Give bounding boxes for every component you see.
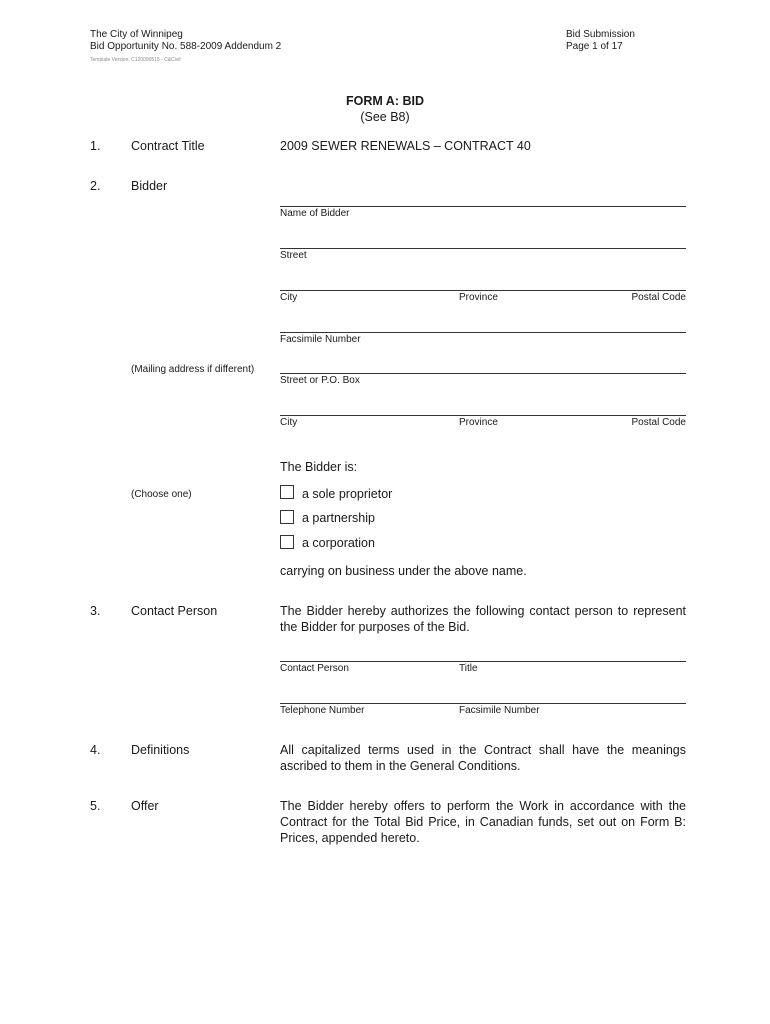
- bidder-city-caption: City: [280, 292, 298, 303]
- choose-one-note: (Choose one): [131, 489, 192, 500]
- contact-person-caption: Contact Person: [280, 663, 349, 674]
- mailing-postal-caption: Postal Code: [631, 417, 686, 428]
- bidder-name-caption: Name of Bidder: [280, 208, 350, 219]
- bidder-street-caption: Street: [280, 250, 307, 261]
- contact-phone-line: [280, 703, 686, 704]
- header-org: The City of Winnipeg: [90, 29, 183, 40]
- mailing-province-caption: Province: [459, 417, 498, 428]
- partnership-label: a partnership: [302, 511, 375, 525]
- section-1-label: Contract Title: [131, 139, 205, 153]
- bidder-name-line: [280, 206, 686, 207]
- section-2-number: 2.: [90, 179, 101, 193]
- section-5-label: Offer: [131, 799, 159, 813]
- mailing-address-note: (Mailing address if different): [131, 364, 255, 375]
- section-3-number: 3.: [90, 604, 101, 618]
- corporation-label: a corporation: [302, 536, 375, 550]
- sole-proprietor-checkbox[interactable]: [280, 485, 294, 499]
- section-5-number: 5.: [90, 799, 101, 813]
- mailing-city-line: [280, 415, 686, 416]
- section-4-label: Definitions: [131, 743, 190, 757]
- bidder-fax-caption: Facsimile Number: [280, 334, 361, 345]
- contact-title-caption: Title: [459, 663, 478, 674]
- bidder-city-line: [280, 290, 686, 291]
- bidder-fax-line: [280, 332, 686, 333]
- contact-authorization-text: The Bidder hereby authorizes the following contact person to represent the Bidder for purposes of the Bid.: [280, 604, 686, 634]
- carrying-on-text: carrying on business under the above name.: [280, 564, 527, 578]
- bidder-is-text: The Bidder is:: [280, 460, 358, 474]
- bidder-street-line: [280, 248, 686, 249]
- sole-proprietor-label: a sole proprietor: [302, 487, 393, 501]
- header-page-number: Page 1 of 17: [566, 41, 623, 52]
- header-doc-type: Bid Submission: [566, 29, 635, 40]
- contact-phone-caption: Telephone Number: [280, 705, 365, 716]
- form-title: FORM A: BID: [346, 94, 424, 108]
- header-template-version: Template Version: C120090515 - C&Civil: [90, 57, 181, 63]
- mailing-street-line: [280, 373, 686, 374]
- header-bid-opportunity: Bid Opportunity No. 588-2009 Addendum 2: [90, 41, 282, 52]
- corporation-checkbox[interactable]: [280, 535, 294, 549]
- form-subtitle: (See B8): [360, 110, 410, 124]
- partnership-checkbox[interactable]: [280, 510, 294, 524]
- offer-text: The Bidder hereby offers to perform the Work in accordance with the Contract for the Total Bid Price, in Canadian funds, set out on Form B: Prices, appended hereto.: [280, 799, 686, 845]
- contact-person-line: [280, 661, 686, 662]
- definitions-text: All capitalized terms used in the Contract shall have the meanings ascribed to them in the General Conditions.: [280, 743, 686, 773]
- contact-fax-caption: Facsimile Number: [459, 705, 540, 716]
- bidder-postal-caption: Postal Code: [631, 292, 686, 303]
- section-4-number: 4.: [90, 743, 101, 757]
- section-2-label: Bidder: [131, 179, 168, 193]
- bidder-province-caption: Province: [459, 292, 498, 303]
- section-1-number: 1.: [90, 139, 101, 153]
- contract-title-value: 2009 SEWER RENEWALS – CONTRACT 40: [280, 139, 531, 153]
- mailing-street-caption: Street or P.O. Box: [280, 375, 360, 386]
- section-3-label: Contact Person: [131, 604, 218, 618]
- mailing-city-caption: City: [280, 417, 298, 428]
